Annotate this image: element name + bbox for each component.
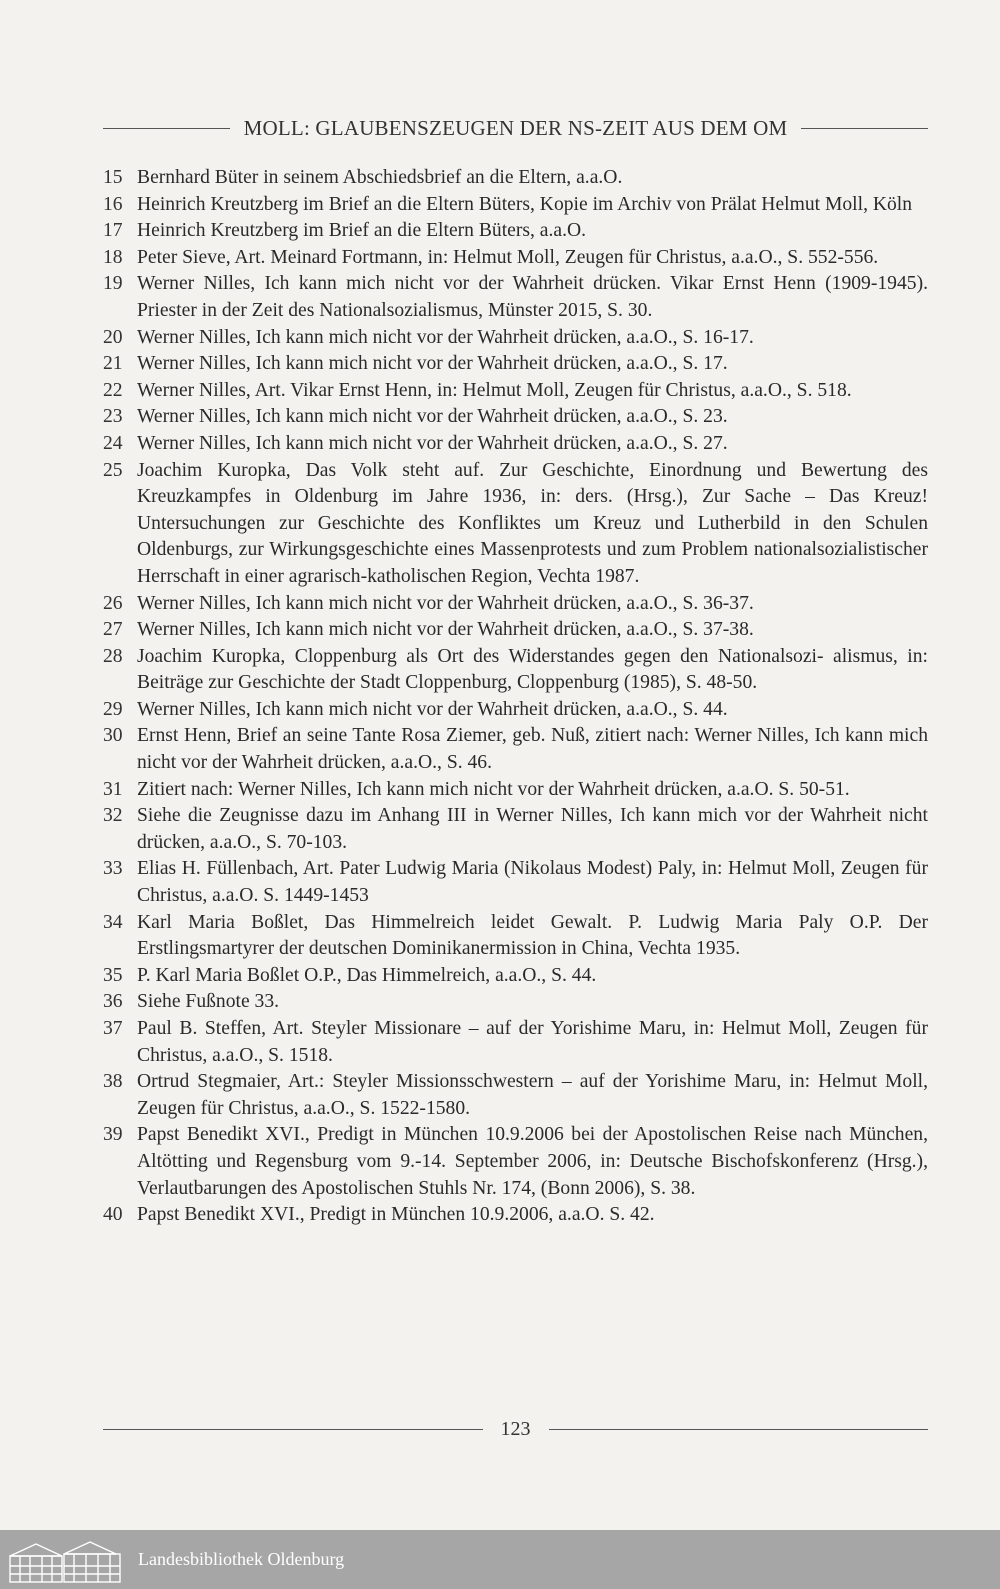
endnote: [103, 458, 928, 591]
endnote-number: 32: [103, 805, 123, 827]
endnote-number: 35: [103, 964, 123, 986]
endnote-text: Werner Nilles, Ich kann mich nicht vor der Wahrheit drücken, a.a.O., S. 44.: [137, 698, 728, 720]
endnote: [103, 1016, 928, 1069]
endnote: [103, 644, 928, 697]
endnote-number: 21: [103, 353, 123, 375]
endnote-text: Bernhard Büter in seinem Abschiedsbrief an die Eltern, a.a.O.: [137, 167, 623, 188]
endnote-text: Elias H. Füllenbach, Art. Pater Ludwig Maria (Nikolaus Modest) Paly, in: Helmut Moll, Zeugen für Christus, a.a.O. S. 1449-1453: [137, 858, 928, 907]
endnote: [103, 271, 928, 324]
endnote-text: Werner Nilles, Ich kann mich nicht vor der Wahrheit drücken, a.a.O., S. 16-17.: [137, 326, 754, 348]
folio-rule-left: [103, 1429, 483, 1430]
endnote-text: Werner Nilles, Ich kann mich nicht vor der Wahrheit drücken, a.a.O., S. 23.: [137, 406, 728, 428]
library-building-icon: [6, 1536, 126, 1584]
endnote-number: 20: [103, 326, 123, 348]
endnote-number: 34: [103, 911, 123, 933]
endnote-text: Werner Nilles, Ich kann mich nicht vor der Wahrheit drücken, a.a.O., S. 36-37.: [137, 592, 754, 614]
endnote-text: Werner Nilles, Ich kann mich nicht vor der Wahrheit drücken, a.a.O., S. 37-38.: [137, 619, 754, 641]
endnote: [103, 989, 928, 1016]
endnote-number: 19: [103, 273, 123, 295]
endnote-text: P. Karl Maria Boßlet O.P., Das Himmelreich, a.a.O., S. 44.: [137, 964, 597, 986]
endnote-text: Paul B. Steffen, Art. Steyler Missionare – auf der Yorishime Maru, in: Helmut Moll, Zeugen für Christus, a.a.O., S. 1518.: [137, 1018, 928, 1066]
endnote: [103, 325, 928, 352]
endnote-number: 28: [103, 645, 123, 667]
endnote-text: Karl Maria Boßlet, Das Himmelreich leidet Gewalt. P. Ludwig Maria Paly O.P. Der Erstlingsmartyrer der deutschen Dominikanermission in China, Vechta 1935.: [137, 911, 928, 960]
endnote-number: 31: [103, 778, 123, 800]
running-head-rule-left: [103, 128, 230, 129]
footer-bar: [0, 1530, 1000, 1589]
endnote-text: Siehe die Zeugnisse dazu im Anhang III in Werner Nilles, Ich kann mich vor der Wahrheit nicht drücken, a.a.O., S. 70-103.: [137, 805, 928, 853]
endnotes-list: [103, 165, 928, 1229]
endnote-number: 24: [103, 432, 123, 454]
endnote-text: Joachim Kuropka, Das Volk steht auf. Zur Geschichte, Einordnung und Bewertung des Kreuzkampfes in Oldenburg im Jahre 1936, in: ders. (Hrsg.), Zur Sache – Das Kreuz! Untersuchungen zur Geschichte des Konfliktes um Kreuz und Lutherbild in den Schulen Oldenburgs, zur Wirkungsgeschichte eines Massenprotests und zum Problem nationalsozialistischer Herrschaft in einer agrarisch-katholischen Region, Vechta 1987.: [137, 459, 928, 587]
endnote: [103, 404, 928, 431]
endnote-text: Heinrich Kreutzberg im Brief an die Eltern Büters, Kopie im Archiv von Prälat Helmut Moll, Köln: [137, 193, 913, 215]
endnote: [103, 165, 928, 192]
endnote-number: 37: [103, 1018, 123, 1039]
endnote-number: 18: [103, 246, 123, 268]
library-name: Landesbibliothek Oldenburg: [138, 1549, 345, 1569]
endnote: [103, 192, 928, 219]
endnote-number: 33: [103, 858, 123, 880]
endnote-number: 22: [103, 379, 123, 401]
endnote-text: Papst Benedikt XVI., Predigt in München 10.9.2006, a.a.O. S. 42.: [137, 1204, 655, 1226]
endnote-text: Papst Benedikt XVI., Predigt in München 10.9.2006 bei der Apostolischen Reise nach München, Altötting und Regensburg vom 9.-14. September 2006, in: Deutsche Bischofskonferenz (Hrsg.), Verlautbarungen des Apostolischen Stuhls Nr. 174, (Bonn 2006), S. 38.: [137, 1124, 928, 1199]
endnote-number: 29: [103, 698, 123, 720]
endnote: [103, 351, 928, 378]
endnote-number: 40: [103, 1204, 123, 1226]
folio-rule-right: [549, 1429, 929, 1430]
endnote: [103, 431, 928, 458]
endnote-number: 30: [103, 725, 123, 747]
endnote: [103, 803, 928, 856]
endnote: [103, 1122, 928, 1202]
endnote: [103, 1202, 928, 1229]
endnote: [103, 378, 928, 405]
endnote-number: 36: [103, 991, 123, 1013]
endnote: [103, 723, 928, 776]
endnote-text: Werner Nilles, Art. Vikar Ernst Henn, in: Helmut Moll, Zeugen für Christus, a.a.O., S. 518.: [137, 379, 852, 401]
endnote-number: 23: [103, 406, 123, 428]
endnote-text: Werner Nilles, Ich kann mich nicht vor der Wahrheit drücken, a.a.O., S. 27.: [137, 432, 728, 454]
endnote: [103, 245, 928, 272]
page-folio: [103, 1418, 928, 1441]
endnote: [103, 777, 928, 804]
endnote-number: 39: [103, 1124, 123, 1146]
endnote-number: 27: [103, 619, 123, 641]
endnote-text: Werner Nilles, Ich kann mich nicht vor der Wahrheit drücken. Vikar Ernst Henn (1909-1945). Priester in der Zeit des Nationalsozialismus, Münster 2015, S. 30.: [137, 273, 928, 321]
endnote-text: Heinrich Kreutzberg im Brief an die Eltern Büters, a.a.O.: [137, 220, 587, 242]
endnote: [103, 1069, 928, 1122]
endnote: [103, 617, 928, 644]
endnote-number: 16: [103, 193, 123, 215]
endnote-number: 15: [103, 167, 123, 188]
endnote: [103, 856, 928, 909]
endnote-number: 25: [103, 459, 123, 481]
endnote-text: Ortrud Stegmaier, Art.: Steyler Missionsschwestern – auf der Yorishime Maru, in: Helmut Moll, Zeugen für Christus, a.a.O., S. 1522-1580.: [137, 1071, 928, 1119]
running-head: [103, 116, 928, 141]
endnote-text: Peter Sieve, Art. Meinard Fortmann, in: Helmut Moll, Zeugen für Christus, a.a.O., S. 552-556.: [137, 246, 879, 268]
endnote-text: Siehe Fußnote 33.: [137, 991, 280, 1013]
endnote-text: Werner Nilles, Ich kann mich nicht vor der Wahrheit drücken, a.a.O., S. 17.: [137, 353, 728, 375]
endnote: [103, 591, 928, 618]
endnote: [103, 910, 928, 963]
running-head-rule-right: [801, 128, 928, 129]
page-number: 123: [500, 1418, 531, 1440]
endnote: [103, 697, 928, 724]
endnote-number: 38: [103, 1071, 123, 1093]
endnote-text: Ernst Henn, Brief an seine Tante Rosa Ziemer, geb. Nuß, zitiert nach: Werner Nilles, Ich kann mich nicht vor der Wahrheit drücken, a.a.O., S. 46.: [137, 725, 928, 774]
running-head-title: MOLL: GLAUBENSZEUGEN DER NS-ZEIT AUS DEM OM: [243, 116, 788, 140]
endnote-text: Joachim Kuropka, Cloppenburg als Ort des Widerstandes gegen den Nationalsozi- alismus, in: Beiträge zur Geschichte der Stadt Cloppenburg, Cloppenburg (1985), S. 48-50.: [137, 645, 928, 694]
endnote: [103, 963, 928, 990]
endnote-number: 26: [103, 592, 123, 614]
endnote-number: 17: [103, 220, 123, 242]
endnote: [103, 218, 928, 245]
endnote-text: Zitiert nach: Werner Nilles, Ich kann mich nicht vor der Wahrheit drücken, a.a.O. S. 50-51.: [137, 778, 850, 800]
